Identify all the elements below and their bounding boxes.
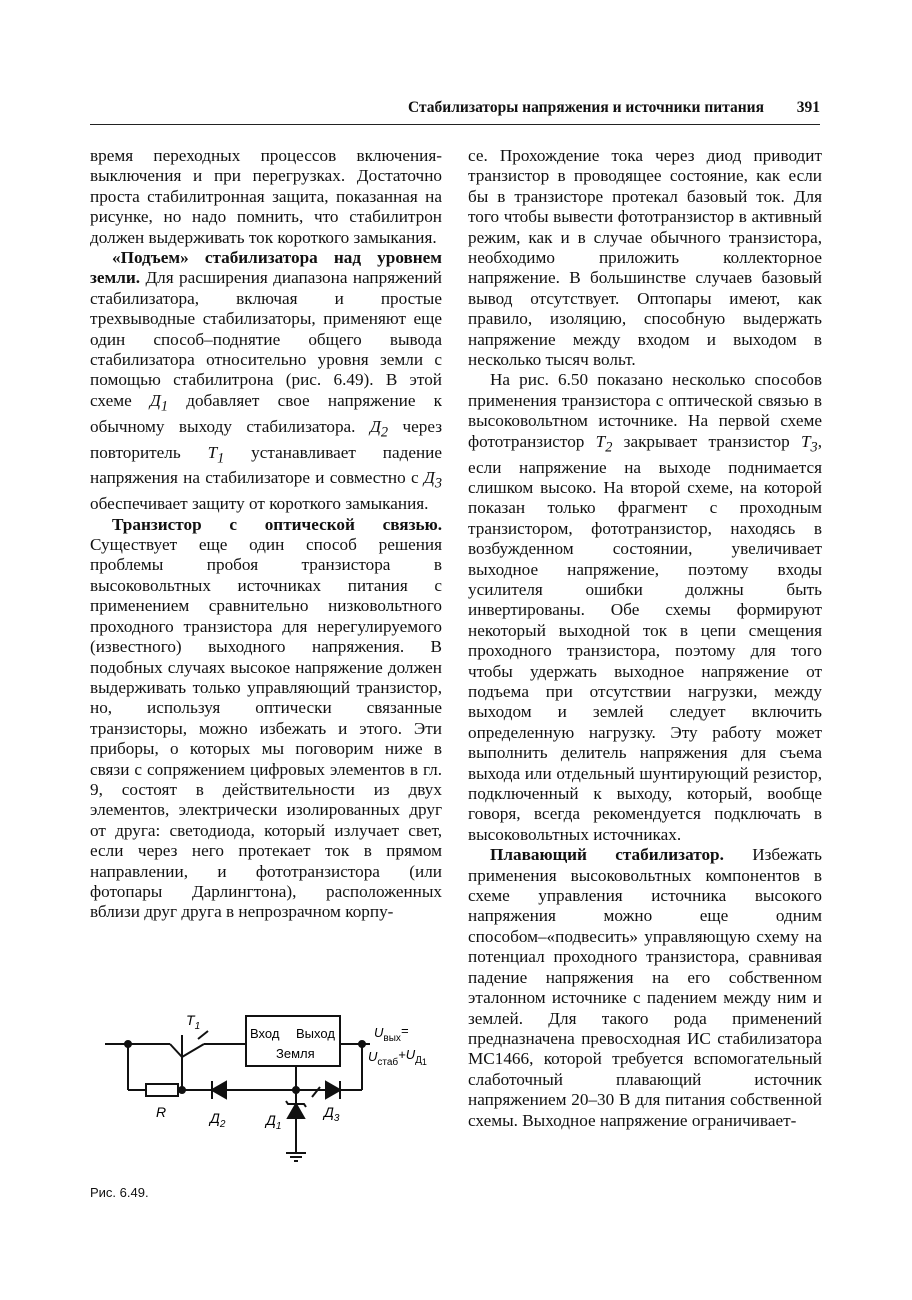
label-d1: $Д_1$ <box>266 1112 282 1132</box>
text-run: закрывает транзистор <box>612 431 801 451</box>
text-run: На рис. 6.50 показано несколько способов применения транзистора с оптической связью в высоковольтном источнике. На первой схеме фототранзистор <box>468 370 822 451</box>
text-run: Существует еще один способ решения проблемы пробоя транзистора в высоковольтных источниках питания с применением сравнительно низковольтного проходного транзистора для нерегулируемого (известного) выходного напряжения. В подобных случаях высокое напряжение должен выдерживать только управляющий транзистор, но, используя оптически связанные транзисторы, можно избежать и этого. Эти приборы, о которых мы поговорим ниже в связи с сопряжением цифровых элементов в гл. 9, состоят в действительности из двух элементов, электрически изолированных друг от друга: светодиода, который излучает свет, если через него протекает ток в прямом направлении, и фототранзистора (или фотопары Дарлингтона), расположенных вблизи друг друга в непрозрачном корпу- <box>90 535 442 922</box>
paragraph-heading: Транзистор с оптической связью. <box>112 514 442 534</box>
paragraph: се. Прохождение тока через диод приводит транзистор в проводящее состояние, как если бы в транзисторе протекал базовый ток. Для того чтобы вывести фототранзистор в активный режим, как и в случае обычного транзистора, необходимо приложить коллекторное напряжение. В большинстве случаев базовый вывод отсутствует. Оптопары имеют, как правило, изоляцию, способную выдержать напряжение между входом и выходом в несколько тысяч вольт. <box>468 146 822 370</box>
symbol-sub: 2 <box>380 424 389 441</box>
paragraph: время переходных процессов включения-выключения и при перегрузках. Достаточно проста стабилитронная защита, показанная на рисунке, но надо помнить, что стабилитрон должен выдерживать ток короткого замыкания. <box>90 146 442 247</box>
symbol-sub: 3 <box>810 439 818 456</box>
symbol-letter: Д <box>423 468 435 488</box>
running-header <box>90 98 820 125</box>
left-column <box>90 146 442 923</box>
label-u-out: $U_{вых}=$ <box>374 1023 409 1044</box>
circuit-diagram <box>100 1005 440 1170</box>
text-run: Избежать применения высоковольтных компонентов в схеме управления источника высокого напряжения можно еще одним способом–«подвесить» управляющую схему на потенциал проходного транзистора, сравнивая падение напряжения на его собственном эталонном источнике с падением между ним и землей. Для такого рода применений предназначена превосходная ИС стабилизатора МС1466, которой требуется вспомогательный слаботочный плавающий источник напряжением 20–30 В для питания собственной схемы. Выходное напряжение ограничивает- <box>468 845 822 1130</box>
right-column <box>468 146 822 1131</box>
symbol-letter: T <box>595 431 606 451</box>
figure-caption: Рис. 6.49. <box>90 1185 149 1200</box>
text-run: устанавливает падение напряжения на стабилизаторе и совместно с <box>90 442 442 488</box>
text-run: добавляет свое напряжение к обычному выходу стабилизатора. <box>90 390 443 436</box>
paragraph <box>90 248 442 515</box>
paragraph <box>468 845 822 1131</box>
paragraph-heading: «Подъем» стабилизатора над уровнем земли. <box>90 248 442 288</box>
block-output-label: Выход <box>296 1026 335 1041</box>
symbol-sub: 1 <box>217 450 225 466</box>
circuit-figure <box>100 1005 440 1170</box>
block-ground-label: Земля <box>276 1046 315 1061</box>
block-input-label: Вход <box>250 1026 280 1041</box>
label-d2: $Д_2$ <box>210 1110 226 1130</box>
label-u-formula: $U_{стаб}+U_Д1$ <box>368 1047 427 1068</box>
paragraph <box>468 370 822 845</box>
label-t1: $T_1$ <box>186 1012 201 1032</box>
symbol-sub: 2 <box>605 439 613 456</box>
paragraph <box>90 515 442 923</box>
symbol-letter: Д <box>149 390 161 410</box>
symbol-letter: T <box>207 442 218 462</box>
symbol-sub: 3 <box>434 475 442 492</box>
symbol-letter: T <box>800 431 811 451</box>
symbol <box>423 468 442 492</box>
text-run: , если напряжение на выходе поднимается слишком высоко. На второй схеме, на которой показан только фрагмент с проходным транзистором, фототранзистор, находясь в возбужденном состоянии, увеличивает выходное напряжение, поэтому входы усилителя ошибки должны быть инвертированы. Обе схемы формируют некоторый выходной ток в цепи смещения проходного транзистора, поэтому для того чтобы удержать выходное напряжение от подъема при отсутствии нагрузки, между выходом и землей следует включить определенную нагрузку. Эту работу может выполнить делитель напряжения для съема выхода или отдельный шунтирующий резистор, подключенный к выходу, который, вообще говоря, всегда рекомендуется подключать в высоковольтных источниках. <box>468 431 823 844</box>
symbol <box>369 416 389 441</box>
symbol <box>149 390 169 415</box>
page-number: 391 <box>796 99 820 116</box>
label-d3: $Д_3$ <box>324 1104 340 1124</box>
symbol <box>595 431 613 456</box>
symbol-sub: 1 <box>160 398 169 415</box>
symbol <box>207 442 225 466</box>
text-run: обеспечивает защиту от короткого замыкания. <box>90 494 429 514</box>
header-title: Стабилизаторы напряжения и источники питания <box>407 99 764 116</box>
text-run: через повторитель <box>90 416 442 462</box>
label-r: R <box>156 1104 167 1120</box>
paragraph-heading: Плавающий стабилизатор. <box>490 845 724 865</box>
text-run: Для расширения диапазона напряжений стабилизатора, включая и простые трехвыводные стабилизаторы, применяют еще один способ–поднятие общего вывода стабилизатора относительно уровня земли с помощью стабилитрона (рис. 6.49). В этой схеме <box>90 268 442 410</box>
symbol <box>800 431 818 456</box>
symbol-letter: Д <box>369 416 381 436</box>
